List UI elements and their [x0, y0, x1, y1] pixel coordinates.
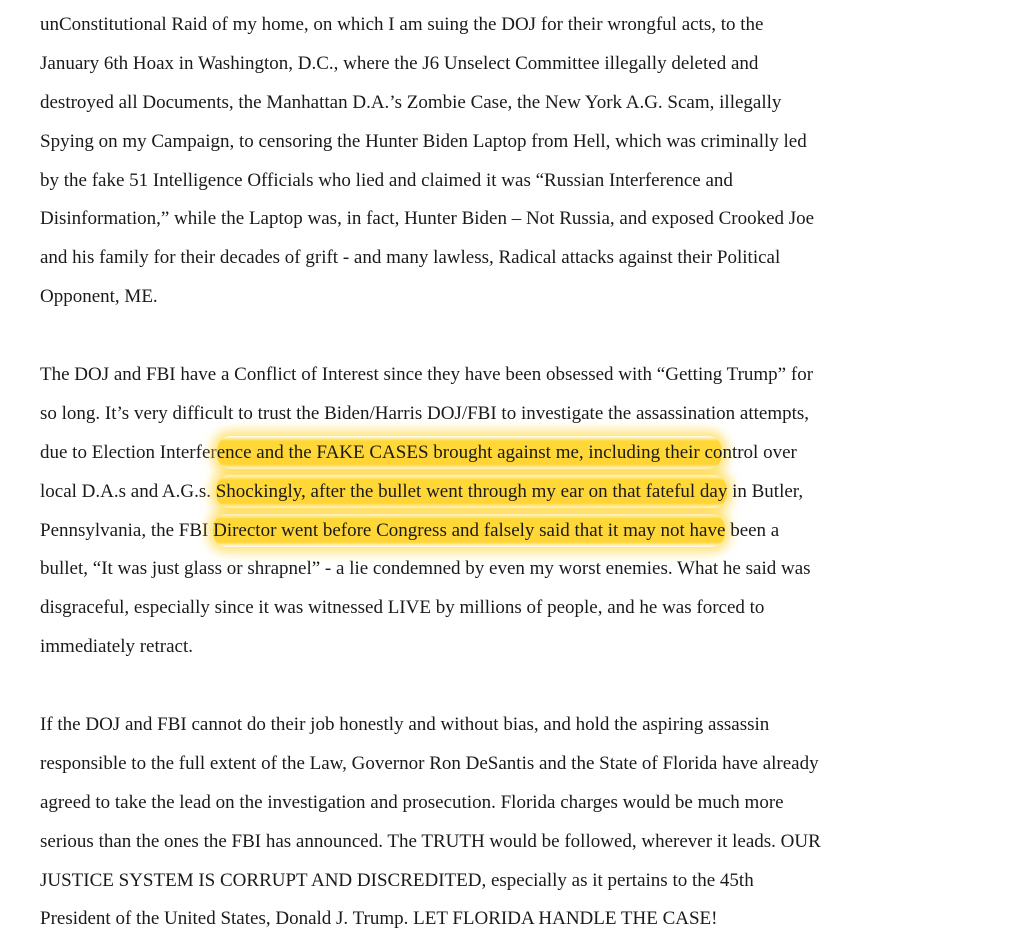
text-line — [40, 628, 980, 667]
text-segment: The DOJ and FBI have a Conflict of Interest since they have been obsessed with “Getting Trump” for — [40, 364, 814, 386]
text-segment: so long. It’s very difficult to trust the Biden/Harris DOJ/FBI to investigate the assassination attempts, — [40, 402, 810, 424]
text-line — [40, 900, 980, 939]
text-line — [40, 45, 980, 84]
text-segment: destroyed all Documents, the Manhattan D.A.’s Zombie Case, the New York A.G. Scam, illegally — [40, 91, 782, 113]
text-line — [40, 162, 980, 201]
text-segment: by the fake 51 Intelligence Officials who lied and claimed it was “Russian Interference and — [40, 169, 733, 191]
paragraph-gap — [40, 317, 980, 356]
text-line — [40, 784, 980, 823]
text-line — [40, 706, 980, 745]
text-segment: in Butler, — [727, 480, 804, 502]
text-segment: serious than the ones the FBI has announced. The TRUTH would be followed, wherever it leads. OUR — [40, 830, 821, 852]
text-segment: January 6th Hoax in Washington, D.C., where the J6 Unselect Committee illegally deleted and — [40, 52, 759, 74]
paragraph-1 — [40, 6, 980, 317]
text-line — [40, 278, 980, 317]
text-segment: local D.A.s and A.G.s. — [40, 480, 216, 502]
document-body — [40, 6, 980, 939]
text-segment: disgraceful, especially since it was witnessed LIVE by millions of people, and he was forced to — [40, 597, 765, 619]
text-line — [40, 84, 980, 123]
text-line — [40, 123, 980, 162]
text-segment: ntrol over — [722, 441, 797, 463]
text-line — [40, 356, 980, 395]
text-line — [40, 6, 980, 45]
text-segment: Pennsylvania, the FBI — [40, 519, 214, 541]
text-segment: responsible to the full extent of the Law, Governor Ron DeSantis and the State of Florida have already — [40, 752, 819, 774]
text-segment: President of the United States, Donald J. Trump. LET FLORIDA HANDLE THE CASE! — [40, 908, 718, 930]
text-segment: unConstitutional Raid of my home, on which I am suing the DOJ for their wrongful acts, to the — [40, 14, 764, 35]
text-line — [40, 823, 980, 862]
text-segment: Disinformation,” while the Laptop was, in fact, Hunter Biden – Not Russia, and exposed Crooked Joe — [40, 208, 815, 230]
text-line — [40, 550, 980, 589]
text-line — [40, 512, 980, 551]
text-segment: JUSTICE SYSTEM IS CORRUPT AND DISCREDITED, especially as it pertains to the 45th — [40, 869, 754, 891]
paragraph-2 — [40, 356, 980, 667]
text-segment: If the DOJ and FBI cannot do their job honestly and without bias, and hold the aspiring assassin — [40, 714, 770, 736]
text-segment: agreed to take the lead on the investigation and prosecution. Florida charges would be much more — [40, 791, 784, 813]
text-line — [40, 434, 980, 473]
text-line — [40, 473, 980, 512]
paragraph-gap — [40, 667, 980, 706]
text-segment: been a — [725, 519, 780, 541]
text-segment: immediately retract. — [40, 636, 193, 658]
text-segment: and his family for their decades of grift - and many lawless, Radical attacks against their Political — [40, 247, 781, 269]
text-line — [40, 589, 980, 628]
highlighted-text: Shockingly, after the bullet went through my ear on that fateful day — [216, 475, 728, 508]
paragraph-3 — [40, 706, 980, 939]
text-line — [40, 745, 980, 784]
text-segment: due to Election Interfer — [40, 441, 217, 463]
text-line — [40, 862, 980, 901]
text-line — [40, 239, 980, 278]
text-segment: Spying on my Campaign, to censoring the Hunter Biden Laptop from Hell, which was criminally led — [40, 130, 807, 152]
highlighted-text: Director went before Congress and falsely said that it may not have — [213, 514, 725, 547]
text-segment: bullet, “It was just glass or shrapnel” - a lie condemned by even my worst enemies. What he said was — [40, 558, 811, 580]
text-line — [40, 395, 980, 434]
text-line — [40, 200, 980, 239]
text-segment: Opponent, ME. — [40, 286, 158, 308]
highlighted-text: ence and the FAKE CASES brought against me, including their co — [217, 436, 723, 469]
